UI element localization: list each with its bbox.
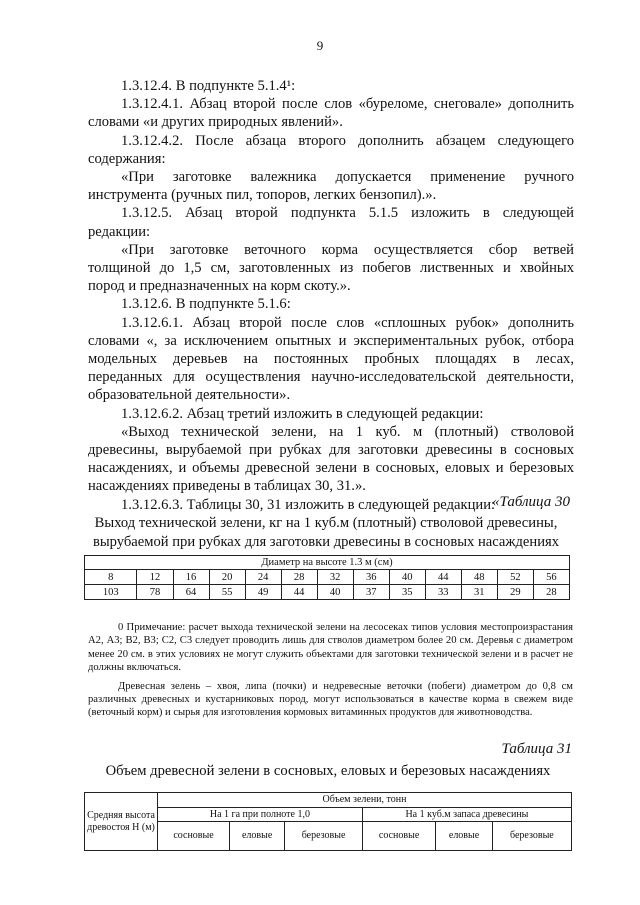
group-header-cell: Объем зелени, тонн	[158, 793, 572, 808]
paragraph: инструмента (ручных пил, топоров, легких бензопил).».	[88, 187, 437, 204]
value-cell: 40	[317, 585, 353, 600]
notes	[88, 621, 573, 720]
paragraph: модельных деревьев на постоянных пробных площадях в лесах,	[88, 351, 574, 368]
paragraph: 1.3.12.5. Абзац второй подпункта 5.1.5 изложить в следующей	[121, 205, 574, 222]
caption-line: Выход технической зелени, кг на 1 куб.м (плотный) стволовой древесины,	[94, 515, 558, 531]
height-header-cell: Средняя высота древостоя Н (м)	[85, 793, 158, 851]
paragraph: словами «и других природных явлений».	[88, 114, 343, 131]
value-cell: 28	[533, 585, 569, 600]
value-cell: 35	[389, 585, 425, 600]
paragraph: толщиной до 1,5 см, заготовленных из побегов лиственных и хвойных	[88, 260, 574, 277]
diameter-cell: 36	[353, 570, 389, 585]
table31	[84, 792, 572, 851]
value-cell: 37	[353, 585, 389, 600]
paragraph: переданных для осуществления научно-исследовательской деятельности,	[88, 369, 574, 386]
diameter-cell: 16	[173, 570, 209, 585]
table-row	[85, 793, 572, 808]
diameter-cell: 52	[497, 570, 533, 585]
subheader-cell: На 1 га при полноте 1,0	[158, 807, 363, 822]
note-paragraph: Древесная зелень – хвоя, липа (почки) и недревесные веточки (побеги) диаметром до 0,8 см различных древесных и кустарниковых пород, могут использоваться в качестве корма в свежем виде (веточный корм) и сырья для изготовления кормовых витаминных продуктов для животноводства.	[88, 680, 573, 719]
value-cell: 49	[245, 585, 281, 600]
paragraph: насаждениях приведены в таблицах 30, 31.».	[88, 478, 366, 495]
table30-label: «Таблица 30	[492, 494, 570, 510]
body-text	[88, 77, 574, 514]
paragraph: словами «, за исключением опытных и экспериментальных рубок, отбора	[88, 332, 574, 349]
value-cell: 29	[497, 585, 533, 600]
diameter-cell: 48	[461, 570, 497, 585]
table30-header: Диаметр на высоте 1.3 м (см)	[85, 556, 570, 570]
species-cell: березовые	[492, 822, 571, 851]
table30-caption	[76, 514, 576, 551]
paragraph: 1.3.12.6.3. Таблицы 30, 31 изложить в следующей редакции:	[121, 496, 496, 513]
value-cell: 78	[137, 585, 173, 600]
paragraph: редакции:	[88, 223, 151, 240]
diameter-cell: 20	[209, 570, 245, 585]
species-cell: сосновые	[362, 822, 435, 851]
diameter-cell: 32	[317, 570, 353, 585]
note-paragraph: 0 Примечание: расчет выхода технической зелени на лесосеках типов условия местопроизрастания А2, А3; В2, В3; С2, С3 следует проводить лишь для стволов диаметром более 20 см. Деревья с диаметром менее 20 см. в этих условиях не могут служить объектами для заготовки технической зелени и в расчет не должны включаться.	[88, 622, 573, 674]
paragraph: 1.3.12.4. В подпункте 5.1.4¹:	[121, 78, 296, 94]
species-cell: сосновые	[158, 822, 230, 851]
diameter-cell: 40	[389, 570, 425, 585]
paragraph: 1.3.12.4.1. Абзац второй после слов «буреломе, снеговале» дополнить	[121, 96, 574, 113]
paragraph: содержания:	[88, 150, 166, 167]
diameter-cell: 24	[245, 570, 281, 585]
paragraph: пород и предназначенных на корм скоту.».	[88, 278, 351, 295]
value-cell: 64	[173, 585, 209, 600]
paragraph: «При заготовке валежника допускается применение ручного	[121, 169, 574, 186]
paragraph: образовательной деятельности».	[88, 387, 291, 404]
diameter-cell: 28	[281, 570, 317, 585]
diameter-cell: 56	[533, 570, 569, 585]
paragraph: 1.3.12.4.2. После абзаца второго дополнить абзацем следующего	[121, 132, 574, 149]
value-cell: 55	[209, 585, 245, 600]
value-cell: 103	[85, 585, 137, 600]
page-number: 9	[316, 38, 324, 53]
paragraph: насаждениях, и объемы древесной зелени в сосновых, еловых и березовых	[88, 460, 574, 477]
species-cell: еловые	[229, 822, 284, 851]
diameter-cell: 12	[137, 570, 173, 585]
diameter-cell: 44	[425, 570, 461, 585]
paragraph: «При заготовке веточного корма осуществляется сбор ветвей	[121, 241, 574, 258]
paragraph: 1.3.12.6. В подпункте 5.1.6:	[121, 296, 291, 313]
paragraph: древесины, вырубаемой при рубках для заготовки древесины в сосновых	[88, 442, 574, 459]
value-cell: 31	[461, 585, 497, 600]
table-row	[85, 822, 572, 851]
table-row	[85, 585, 570, 600]
table-row	[85, 570, 570, 585]
value-cell: 33	[425, 585, 461, 600]
diameter-cell: 8	[85, 570, 137, 585]
subheader-cell: На 1 куб.м запаса древесины	[362, 807, 571, 822]
species-cell: березовые	[285, 822, 363, 851]
table-row	[85, 807, 572, 822]
species-cell: еловые	[436, 822, 492, 851]
table31-label: Таблица 31	[501, 741, 572, 757]
table30	[84, 555, 570, 600]
paragraph: 1.3.12.6.1. Абзац второй после слов «сплошных рубок» дополнить	[121, 314, 574, 331]
paragraph: 1.3.12.6.2. Абзац третий изложить в следующей редакции:	[121, 405, 484, 422]
caption-line: вырубаемой при рубках для заготовки древесины в сосновых насаждениях	[92, 533, 560, 550]
paragraph: «Выход технической зелени, на 1 куб. м (плотный) стволовой	[121, 423, 574, 440]
value-cell: 44	[281, 585, 317, 600]
table31-caption: Объем древесной зелени в сосновых, еловых и березовых насаждениях	[105, 763, 551, 779]
table-row	[85, 556, 570, 570]
